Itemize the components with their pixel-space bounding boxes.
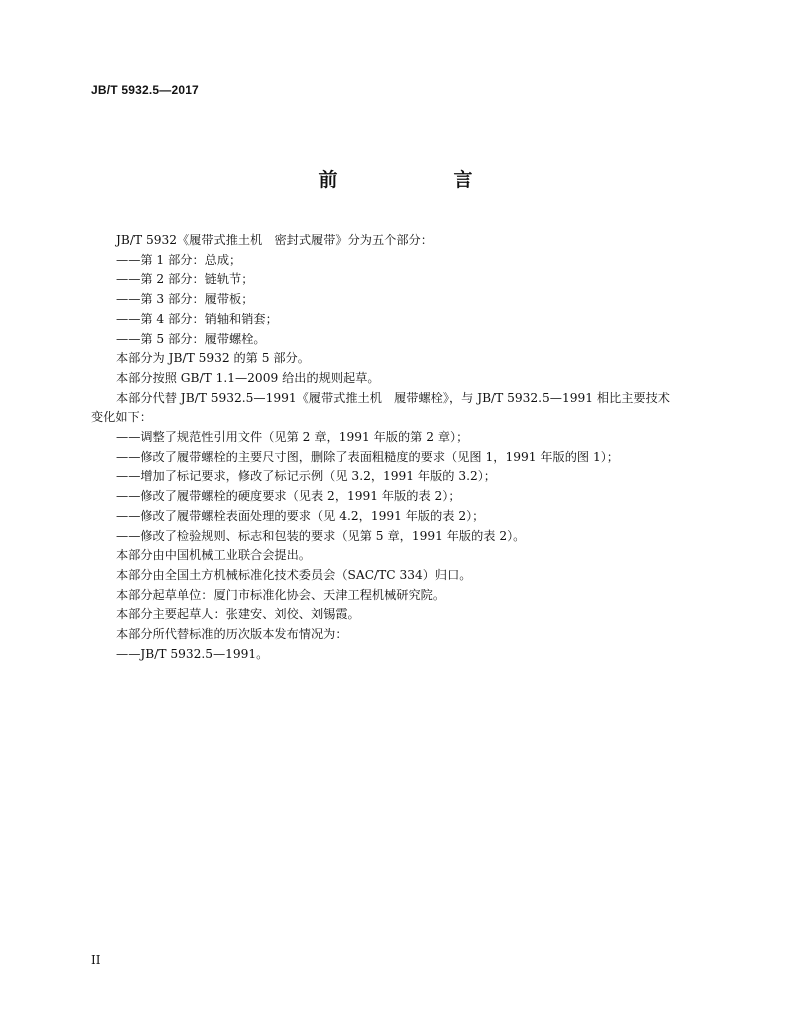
paragraph-under-jurisdiction: 本部分由全国土方机械标准化技术委员会（SAC/TC 334）归口。	[116, 567, 472, 582]
page-number: II	[91, 953, 101, 967]
list-item-previous-edition: ——JB/T 5932.5—1991。	[116, 646, 269, 661]
paragraph-drafting-rules: 本部分按照 GB/T 1.1—2009 给出的规则起草。	[116, 370, 380, 385]
page-title: 前 言	[318, 169, 499, 191]
list-item-change-6: ——修改了检验规则、标志和包装的要求（见第 5 章，1991 年版的表 2）。	[116, 528, 526, 543]
list-item-part-5: ——第 5 部分：履带螺栓。	[116, 331, 266, 346]
paragraph-previous-editions: 本部分所代替标准的历次版本发布情况为：	[116, 627, 348, 642]
list-item-change-3: ——增加了标记要求，修改了标记示例（见 3.2，1991 年版的 3.2）；	[116, 469, 496, 484]
list-item-change-5: ——修改了履带螺栓表面处理的要求（见 4.2，1991 年版的表 2）；	[116, 508, 485, 523]
list-item-part-1: ——第 1 部分：总成；	[116, 252, 242, 267]
paragraph-parts-intro: JB/T 5932《履带式推土机 密封式履带》分为五个部分：	[116, 233, 433, 247]
foreword-body	[91, 231, 711, 664]
paragraph-replaces: 本部分代替 JB/T 5932.5—1991《履带式推土机 履带螺栓》，与 JB/T 5932.5—1991 相比主要技术	[116, 390, 670, 405]
paragraph-main-drafters: 本部分主要起草人：张建安、刘佼、刘锡霞。	[116, 607, 360, 622]
paragraph-proposed-by: 本部分由中国机械工业联合会提出。	[116, 548, 311, 563]
standard-code: JB/T 5932.5—2017	[91, 83, 199, 97]
list-item-change-2: ——修改了履带螺栓的主要尺寸图，删除了表面粗糙度的要求（见图 1，1991 年版的图 1）；	[116, 449, 619, 464]
list-item-part-4: ——第 4 部分：销轴和销套；	[116, 311, 278, 326]
paragraph-this-part: 本部分为 JB/T 5932 的第 5 部分。	[116, 351, 310, 366]
paragraph-replaces-continued: 变化如下：	[91, 410, 152, 425]
list-item-change-4: ——修改了履带螺栓的硬度要求（见表 2，1991 年版的表 2）；	[116, 489, 461, 504]
list-item-part-2: ——第 2 部分：链轨节；	[116, 272, 254, 287]
list-item-change-1: ——调整了规范性引用文件（见第 2 章，1991 年版的第 2 章）；	[116, 430, 469, 445]
paragraph-drafting-units: 本部分起草单位：厦门市标准化协会、天津工程机械研究院。	[116, 587, 446, 602]
list-item-part-3: ——第 3 部分：履带板；	[116, 292, 254, 307]
